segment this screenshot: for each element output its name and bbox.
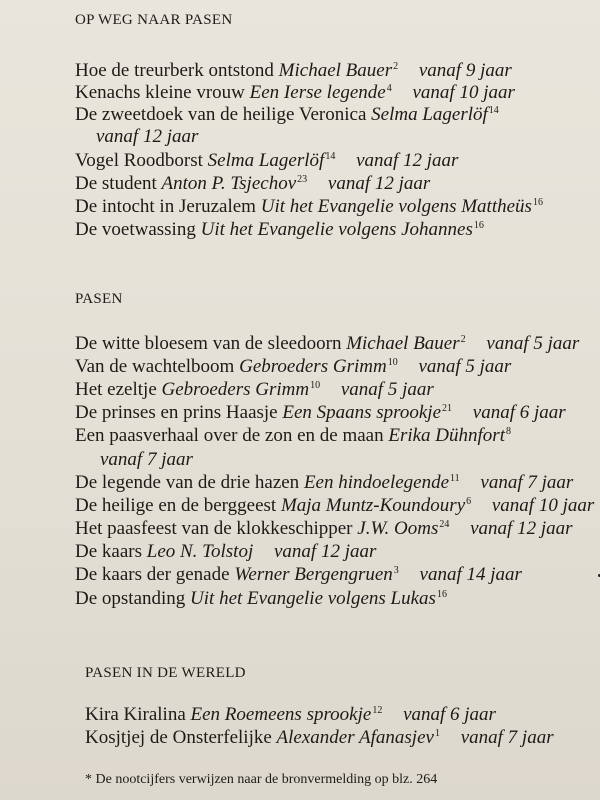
age-label: vanaf 5 jaar xyxy=(418,356,512,377)
story-author: Een Ierse legende xyxy=(249,82,386,103)
list-item xyxy=(75,564,600,586)
age-label: vanaf 10 jaar xyxy=(491,495,595,516)
age-label: vanaf 12 jaar xyxy=(96,126,199,147)
note-number: 6 xyxy=(466,496,472,507)
story-title: De student xyxy=(75,173,157,194)
story-author: Michael Bauer xyxy=(278,60,393,81)
section-heading: PASEN xyxy=(75,291,123,307)
list-item xyxy=(75,588,600,610)
list-item xyxy=(75,333,600,355)
story-author: Alexander Afanasjev xyxy=(276,727,434,748)
note-number: 10 xyxy=(387,357,398,368)
age-label: vanaf 5 jaar xyxy=(486,333,580,354)
age-label: vanaf 7 jaar xyxy=(100,449,193,470)
story-author: Selma Lagerlöf xyxy=(371,104,488,125)
story-title: Hoe de treurberk ontstond xyxy=(75,60,274,81)
story-author: Selma Lagerlöf xyxy=(207,150,325,171)
story-author: Werner Bergengruen xyxy=(234,564,393,585)
note-number: 2 xyxy=(393,61,399,72)
story-title: Kenachs kleine vrouw xyxy=(75,82,245,103)
list-item xyxy=(75,495,600,517)
note-number: 24 xyxy=(439,519,450,530)
age-label: vanaf 6 jaar xyxy=(472,402,566,423)
story-title: De opstanding xyxy=(75,588,186,609)
age-label: vanaf 12 jaar xyxy=(327,173,431,194)
note-number: 10 xyxy=(310,380,321,391)
note-number: 8 xyxy=(505,426,511,437)
footnote: * De nootcijfers verwijzen naar de bronvermelding op blz. 264 xyxy=(85,772,438,787)
story-author: Uit het Evangelie volgens Lukas xyxy=(190,588,436,609)
story-author: J.W. Ooms xyxy=(357,518,439,539)
list-item xyxy=(75,82,600,104)
story-title: De legende van de drie hazen xyxy=(75,472,300,493)
list-item xyxy=(75,541,600,563)
story-title: De heilige en de berggeest xyxy=(75,495,277,516)
note-number: 21 xyxy=(442,403,453,414)
list-item xyxy=(75,472,600,494)
story-title: Kira Kiralina xyxy=(85,704,186,725)
list-item xyxy=(75,379,600,401)
note-number: 14 xyxy=(488,105,499,116)
list-item xyxy=(75,104,600,126)
section-heading: OP WEG NAAR PASEN xyxy=(75,12,233,28)
story-title: Van de wachtelboom xyxy=(75,356,235,377)
note-number: 1 xyxy=(434,728,440,739)
story-author: Uit het Evangelie volgens Mattheüs xyxy=(260,196,532,217)
story-title: De prinses en prins Haasje xyxy=(75,402,278,423)
age-label: vanaf 12 jaar xyxy=(470,518,573,539)
story-author: Een hindoelegende xyxy=(303,472,450,493)
list-item xyxy=(75,173,600,195)
story-title: Kosjtjej de Onsterfelijke xyxy=(85,727,272,748)
story-author: Uit het Evangelie volgens Johannes xyxy=(200,219,473,240)
note-number: 2 xyxy=(460,334,466,345)
story-author: Erika Dühnfort xyxy=(388,425,505,446)
story-author: Leo N. Tolstoj xyxy=(146,541,254,562)
note-number: 4 xyxy=(386,83,392,94)
age-label: vanaf 5 jaar xyxy=(340,379,434,400)
story-author: Een Roemeens sprookje xyxy=(190,704,372,725)
list-item xyxy=(75,402,600,424)
story-title: De kaars xyxy=(75,541,142,562)
story-author: Anton P. Tsjechov xyxy=(161,173,297,194)
list-item xyxy=(75,356,600,378)
story-title: Vogel Roodborst xyxy=(75,150,203,171)
story-title: De zweetdoek van de heilige Veronica xyxy=(75,104,367,125)
list-item xyxy=(75,518,600,540)
note-number: 16 xyxy=(473,220,484,231)
note-number: 16 xyxy=(436,589,447,600)
note-number: 14 xyxy=(325,151,336,162)
list-item xyxy=(75,425,600,447)
age-label: vanaf 12 jaar xyxy=(356,150,459,171)
list-item xyxy=(75,60,600,82)
age-label: vanaf 10 jaar xyxy=(412,82,515,103)
list-item-continuation xyxy=(96,126,600,148)
note-number: 23 xyxy=(297,174,308,185)
story-author: Michael Bauer xyxy=(346,333,460,354)
story-author: Maja Muntz-Koundoury xyxy=(280,495,466,516)
story-title: De witte bloesem van de sleedoorn xyxy=(75,333,342,354)
age-label: vanaf 7 jaar xyxy=(460,727,554,748)
story-author: Gebroeders Grimm xyxy=(239,356,387,377)
story-title: Een paasverhaal over de zon en de maan xyxy=(75,425,384,446)
age-label: vanaf 12 jaar xyxy=(273,541,377,562)
age-label: vanaf 14 jaar xyxy=(419,564,522,585)
story-title: Het paasfeest van de klokkeschipper xyxy=(75,518,353,539)
note-number: 11 xyxy=(450,473,460,484)
age-label: vanaf 6 jaar xyxy=(403,704,496,725)
age-label: vanaf 7 jaar xyxy=(480,472,574,493)
section-heading: PASEN IN DE WERELD xyxy=(85,665,246,681)
story-title: De intocht in Jeruzalem xyxy=(75,196,256,217)
note-number: 12 xyxy=(372,705,383,716)
note-number: 3 xyxy=(393,565,399,576)
list-item xyxy=(75,196,600,218)
age-label: vanaf 9 jaar xyxy=(418,60,512,81)
story-title: Het ezeltje xyxy=(75,379,157,400)
list-item-continuation xyxy=(100,449,600,471)
story-author: Gebroeders Grimm xyxy=(161,379,310,400)
list-item xyxy=(85,727,600,749)
note-number: 16 xyxy=(532,197,543,208)
story-title: De voetwassing xyxy=(75,219,196,240)
list-item xyxy=(75,219,600,241)
story-author: Een Spaans sprookje xyxy=(282,402,442,423)
list-item xyxy=(75,150,600,172)
list-item xyxy=(85,704,600,726)
story-title: De kaars der genade xyxy=(75,564,230,585)
